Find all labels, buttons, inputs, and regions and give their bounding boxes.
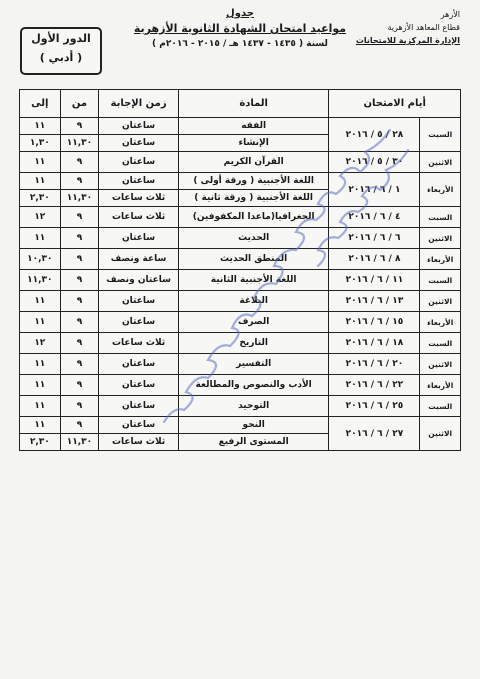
cell-date: ١٨ / ٦ / ٢٠١٦ <box>329 333 420 354</box>
cell-to: ١٠,٣٠ <box>20 249 61 270</box>
table-row <box>20 249 461 270</box>
cell-day: السبت <box>420 118 461 152</box>
cell-duration: ساعتان <box>99 417 179 434</box>
cell-subject: الفقه <box>178 118 329 135</box>
cell-to: ١١ <box>20 228 61 249</box>
cell-to: ٢,٣٠ <box>20 434 61 451</box>
cell-day: الاثنين <box>420 291 461 312</box>
cell-to: ١١ <box>20 152 61 173</box>
table-row <box>20 375 461 396</box>
column-header-duration: زمن الإجابة <box>99 90 179 118</box>
cell-to: ١١,٣٠ <box>20 270 61 291</box>
cell-duration: ساعتان <box>99 173 179 190</box>
cell-subject: اللغة الأجنبية ( ورقة أولى ) <box>178 173 329 190</box>
cell-date: ٢٥ / ٦ / ٢٠١٦ <box>329 396 420 417</box>
cell-to: ١١ <box>20 173 61 190</box>
issuer-line-3: الإدارة المركزية للامتحانات <box>355 36 460 45</box>
table-row <box>20 417 461 434</box>
issuer-line-1: الأزهر <box>440 10 460 19</box>
cell-duration: ساعتان <box>99 152 179 173</box>
cell-duration: ساعة ونصف <box>99 249 179 270</box>
cell-day: السبت <box>420 333 461 354</box>
cell-subject: التاريخ <box>178 333 329 354</box>
cell-from: ٩ <box>60 249 99 270</box>
cell-day: الاثنين <box>420 417 461 451</box>
cell-from: ٩ <box>60 417 99 434</box>
cell-from: ٩ <box>60 270 99 291</box>
table-body <box>20 118 461 451</box>
round-label: الدور الأول <box>31 32 91 45</box>
column-header-to: إلى <box>20 90 61 118</box>
cell-day: السبت <box>420 270 461 291</box>
cell-from: ١١,٣٠ <box>60 190 99 207</box>
cell-subject: التوحيد <box>178 396 329 417</box>
cell-day: السبت <box>420 207 461 228</box>
cell-date: ١ / ٦ / ٢٠١٦ <box>329 173 420 207</box>
cell-from: ٩ <box>60 333 99 354</box>
cell-duration: ساعتان <box>99 396 179 417</box>
cell-day: الأربعاء <box>420 173 461 207</box>
cell-duration: ثلاث ساعات <box>99 207 179 228</box>
cell-subject: البلاغة <box>178 291 329 312</box>
cell-from: ٩ <box>60 173 99 190</box>
table-row <box>20 291 461 312</box>
cell-duration: ساعتان ونصف <box>99 270 179 291</box>
cell-to: ١٢ <box>20 207 61 228</box>
cell-date: ١١ / ٦ / ٢٠١٦ <box>329 270 420 291</box>
cell-day: الاثنين <box>420 228 461 249</box>
cell-from: ٩ <box>60 207 99 228</box>
cell-from: ٩ <box>60 228 99 249</box>
cell-to: ١,٣٠ <box>20 135 61 152</box>
cell-duration: ساعتان <box>99 135 179 152</box>
cell-duration: ساعتان <box>99 354 179 375</box>
table-row <box>20 173 461 190</box>
cell-to: ١١ <box>20 417 61 434</box>
cell-to: ١١ <box>20 291 61 312</box>
cell-to: ١١ <box>20 354 61 375</box>
cell-day: الأربعاء <box>420 375 461 396</box>
document-title: جدول <box>226 8 254 19</box>
cell-date: ٢٧ / ٦ / ٢٠١٦ <box>329 417 420 451</box>
column-header-subject: المادة <box>178 90 329 118</box>
section-label: ( أدبي ) <box>39 51 83 64</box>
cell-subject: المستوى الرفيع <box>178 434 329 451</box>
cell-subject: النحو <box>178 417 329 434</box>
cell-to: ١٢ <box>20 333 61 354</box>
cell-subject: الجغرافيا(ماعدا المكفوفين) <box>178 207 329 228</box>
cell-date: ٣٠ / ٥ / ٢٠١٦ <box>329 152 420 173</box>
cell-from: ٩ <box>60 396 99 417</box>
cell-subject: المنطق الحديث <box>178 249 329 270</box>
cell-from: ٩ <box>60 312 99 333</box>
cell-from: ٩ <box>60 291 99 312</box>
cell-subject: الصرف <box>178 312 329 333</box>
table-row <box>20 333 461 354</box>
cell-duration: ثلاث ساعات <box>99 190 179 207</box>
cell-from: ٩ <box>60 354 99 375</box>
cell-duration: ساعتان <box>99 312 179 333</box>
table-row <box>20 396 461 417</box>
issuer-line-2: قطاع المعاهد الأزهرية <box>387 23 460 32</box>
cell-duration: ساعتان <box>99 228 179 249</box>
cell-to: ١١ <box>20 312 61 333</box>
cell-duration: ساعتان <box>99 291 179 312</box>
cell-to: ٢,٣٠ <box>20 190 61 207</box>
table-row <box>20 118 461 135</box>
table-row <box>20 228 461 249</box>
column-header-from: من <box>60 90 99 118</box>
table-row <box>20 270 461 291</box>
column-header-days: أيام الامتحان <box>329 90 461 118</box>
cell-to: ١١ <box>20 118 61 135</box>
cell-day: الأربعاء <box>420 312 461 333</box>
cell-date: ١٥ / ٦ / ٢٠١٦ <box>329 312 420 333</box>
document-title-block <box>125 6 355 51</box>
issuer-block <box>342 8 460 47</box>
table-row <box>20 152 461 173</box>
cell-from: ١١,٣٠ <box>60 434 99 451</box>
cell-to: ١١ <box>20 396 61 417</box>
cell-duration: ثلاث ساعات <box>99 434 179 451</box>
cell-day: الأربعاء <box>420 249 461 270</box>
cell-date: ٢٨ / ٥ / ٢٠١٦ <box>329 118 420 152</box>
cell-day: الاثنين <box>420 152 461 173</box>
cell-from: ٩ <box>60 375 99 396</box>
cell-date: ١٣ / ٦ / ٢٠١٦ <box>329 291 420 312</box>
cell-duration: ساعتان <box>99 375 179 396</box>
table-row <box>20 312 461 333</box>
cell-subject: الأدب والنصوص والمطالعة <box>178 375 329 396</box>
cell-date: ٤ / ٦ / ٢٠١٦ <box>329 207 420 228</box>
cell-subject: الإنشاء <box>178 135 329 152</box>
cell-day: الاثنين <box>420 354 461 375</box>
round-box <box>20 27 102 75</box>
cell-subject: اللغة الأجنبية الثانية <box>178 270 329 291</box>
cell-to: ١١ <box>20 375 61 396</box>
cell-date: ٢٢ / ٦ / ٢٠١٦ <box>329 375 420 396</box>
cell-from: ٩ <box>60 152 99 173</box>
table-row <box>20 354 461 375</box>
cell-from: ١١,٣٠ <box>60 135 99 152</box>
cell-from: ٩ <box>60 118 99 135</box>
cell-date: ٢٠ / ٦ / ٢٠١٦ <box>329 354 420 375</box>
cell-subject: اللغة الأجنبية ( ورقة ثانية ) <box>178 190 329 207</box>
table-header-row <box>20 90 461 118</box>
cell-duration: ثلاث ساعات <box>99 333 179 354</box>
cell-subject: التفسير <box>178 354 329 375</box>
cell-date: ٦ / ٦ / ٢٠١٦ <box>329 228 420 249</box>
cell-day: السبت <box>420 396 461 417</box>
cell-duration: ساعتان <box>99 118 179 135</box>
cell-date: ٨ / ٦ / ٢٠١٦ <box>329 249 420 270</box>
cell-subject: الحديث <box>178 228 329 249</box>
academic-year: لسنة ( ١٤٣٥ - ١٤٣٧ هـ / ٢٠١٥ - ٢٠١٦م ) <box>152 39 328 49</box>
exam-schedule-table <box>19 89 461 451</box>
cell-subject: القرآن الكريم <box>178 152 329 173</box>
document-subtitle: مواعيد امتحان الشهادة الثانوية الأزهرية <box>133 22 347 35</box>
table-row <box>20 207 461 228</box>
